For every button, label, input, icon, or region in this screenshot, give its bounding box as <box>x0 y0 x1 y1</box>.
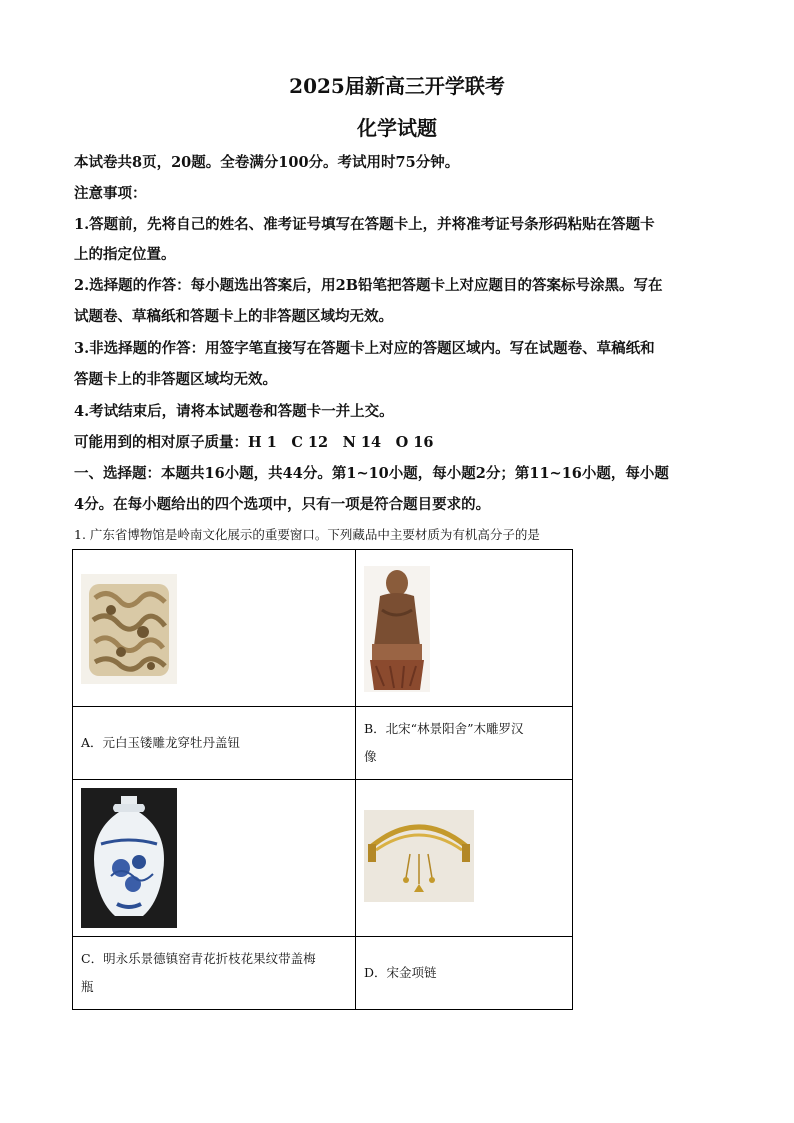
option-d-label: D．宋金项链 <box>364 965 437 980</box>
note-3-line-1: 3.非选择题的作答：用签字笔直接写在答题卡上对应的答题区域内。写在试题卷、草稿纸和 <box>74 340 655 357</box>
wooden-arhat-image <box>364 566 430 692</box>
notice-heading: 注意事项： <box>74 185 147 202</box>
atomic-masses: 可能用到的相对原子质量：H 1 C 12 N 14 O 16 <box>74 434 434 451</box>
option-c-image-cell <box>73 780 356 937</box>
jade-carving-image <box>81 574 177 684</box>
note-2-line-2: 试题卷、草稿纸和答题卡上的非答题区域均无效。 <box>74 308 393 325</box>
note-2-line-1: 2.选择题的作答：每小题选出答案后，用2B铅笔把答题卡上对应题目的答案标号涂黑。写在 <box>74 277 663 294</box>
option-b-label-cell <box>356 707 573 780</box>
option-c-label-line-2: 瓶 <box>81 979 94 994</box>
section-heading-line-1: 一、选择题：本题共16小题，共44分。第1~10小题，每小题2分；第11~16小题，每小题 <box>74 465 669 482</box>
note-3-line-2: 答题卡上的非答题区域均无效。 <box>74 371 277 388</box>
option-b-label-line-1: B．北宋“林景阳舍”木雕罗汉 <box>364 721 524 736</box>
note-1-line-1: 1.答题前，先将自己的姓名、准考证号填写在答题卡上，并将准考证号条形码粘贴在答题卡 <box>74 216 655 233</box>
option-b-image-cell <box>356 550 573 707</box>
option-c-label-line-1: C．明永乐景德镇窑青花折枝花果纹带盖梅 <box>81 951 316 966</box>
option-a-label: A．元白玉镂雕龙穿牡丹盖钮 <box>81 735 241 750</box>
option-b-label-line-2: 像 <box>364 749 377 764</box>
exam-title: 2025届新高三开学联考 <box>289 74 505 98</box>
option-a-image-cell <box>73 550 356 707</box>
note-4: 4.考试结束后，请将本试题卷和答题卡一并上交。 <box>74 403 394 420</box>
option-d-label-cell <box>356 937 573 1010</box>
option-a-label-cell <box>73 707 356 780</box>
note-1-line-2: 上的指定位置。 <box>74 246 176 263</box>
options-table <box>72 549 573 1010</box>
question-1-stem: 1. 广东省博物馆是岭南文化展示的重要窗口。下列藏品中主要材质为有机高分子的是 <box>74 527 540 542</box>
subject-title: 化学试题 <box>357 116 437 140</box>
exam-info: 本试卷共8页，20题。全卷满分100分。考试用时75分钟。 <box>74 154 460 171</box>
option-c-label-cell <box>73 937 356 1010</box>
option-d-image-cell <box>356 780 573 937</box>
porcelain-vase-image <box>81 788 177 928</box>
section-heading-line-2: 4分。在每小题给出的四个选项中，只有一项是符合题目要求的。 <box>74 496 491 513</box>
gold-necklace-image <box>364 810 474 902</box>
